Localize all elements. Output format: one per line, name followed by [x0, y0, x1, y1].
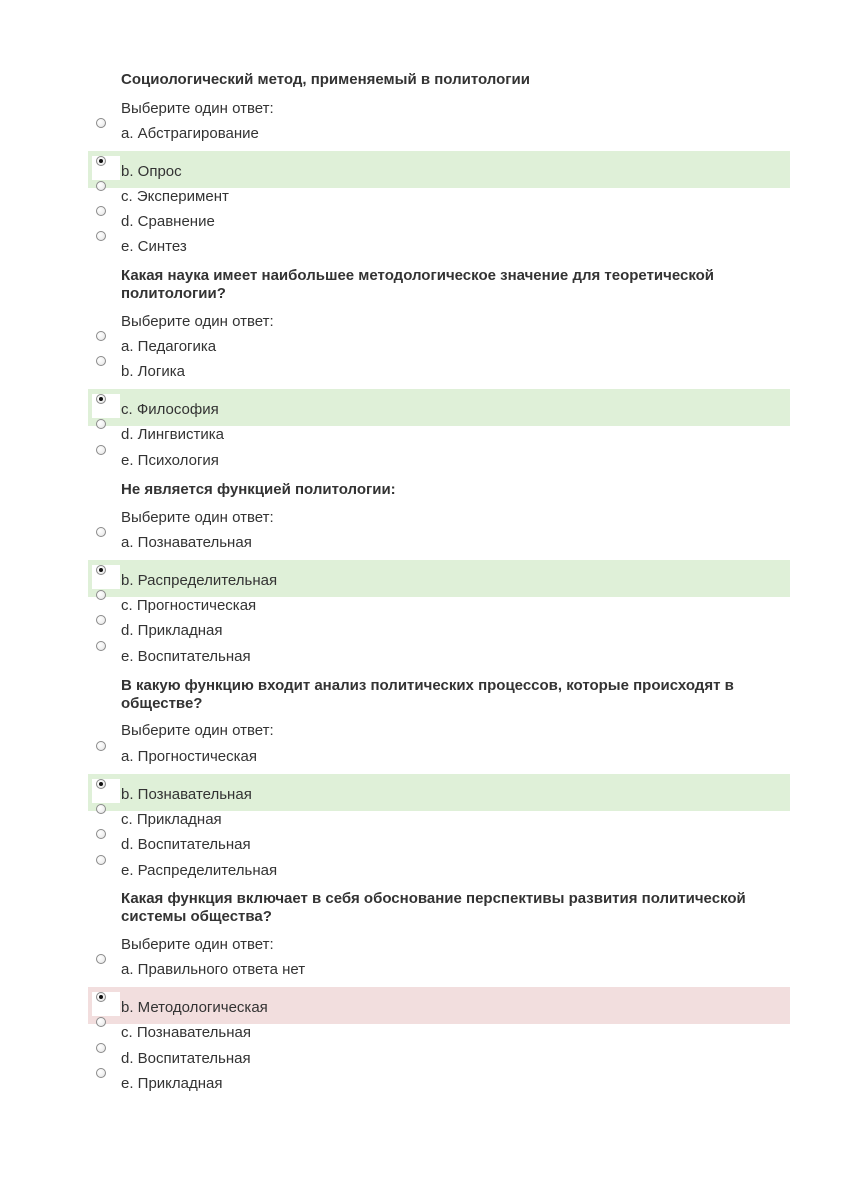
radio-button[interactable] [96, 331, 106, 341]
radio-button[interactable] [96, 1043, 106, 1053]
option-label: b. Методологическая [121, 999, 268, 1016]
radio-button[interactable] [96, 615, 106, 625]
answer-option[interactable] [0, 836, 849, 862]
question-title: Социологический метод, применяемый в политологии [121, 71, 530, 88]
option-label: e. Психология [121, 452, 219, 469]
radio-button-checked[interactable] [96, 565, 106, 575]
radio-button[interactable] [96, 741, 106, 751]
option-label: c. Познавательная [121, 1024, 251, 1041]
radio-button[interactable] [96, 419, 106, 429]
answer-option[interactable] [0, 961, 849, 987]
answer-option[interactable] [0, 426, 849, 452]
correct-highlight [88, 151, 790, 188]
question-title: Не является функцией политологии: [121, 481, 396, 498]
option-label: c. Прикладная [121, 811, 222, 828]
answer-option[interactable] [0, 1050, 849, 1076]
answer-option-selected[interactable] [0, 572, 849, 598]
radio-button[interactable] [96, 527, 106, 537]
answer-option[interactable] [0, 862, 849, 888]
option-label: d. Сравнение [121, 213, 215, 230]
radio-button-checked[interactable] [96, 394, 106, 404]
radio-button[interactable] [96, 590, 106, 600]
option-label: b. Логика [121, 363, 185, 380]
answer-option[interactable] [0, 238, 849, 264]
radio-button[interactable] [96, 855, 106, 865]
option-label: b. Познавательная [121, 786, 252, 803]
option-label: e. Воспитательная [121, 648, 251, 665]
radio-button[interactable] [96, 954, 106, 964]
question-title: Какая функция включает в себя обоснование перспективы развития политической системы общества? [121, 890, 746, 925]
option-label: a. Прогностическая [121, 748, 258, 765]
answer-option[interactable] [0, 188, 849, 214]
answer-option[interactable] [0, 1075, 849, 1101]
answer-option[interactable] [0, 125, 849, 151]
answer-option[interactable] [0, 213, 849, 239]
answer-prompt: Выберите один ответ: [121, 936, 274, 953]
answer-prompt: Выберите один ответ: [121, 722, 274, 739]
radio-button[interactable] [96, 641, 106, 651]
radio-button[interactable] [96, 356, 106, 366]
answer-prompt: Выберите один ответ: [121, 313, 274, 330]
question-title: В какую функцию входит анализ политических процессов, которые происходят в обществе? [121, 677, 734, 712]
option-label: e. Прикладная [121, 1075, 223, 1092]
option-label: a. Абстрагирование [121, 125, 259, 142]
option-label: b. Распределительная [121, 572, 278, 589]
answer-option-selected[interactable] [0, 401, 849, 427]
answer-option[interactable] [0, 1024, 849, 1050]
answer-option[interactable] [0, 648, 849, 674]
option-label: e. Синтез [121, 238, 187, 255]
radio-button[interactable] [96, 206, 106, 216]
radio-button[interactable] [96, 1017, 106, 1027]
option-label: b. Опрос [121, 163, 182, 180]
answer-option-selected[interactable] [0, 786, 849, 812]
option-label: a. Познавательная [121, 534, 252, 551]
radio-button-checked[interactable] [96, 779, 106, 789]
option-label: c. Эксперимент [121, 188, 229, 205]
option-label: a. Правильного ответа нет [121, 961, 306, 978]
answer-option[interactable] [0, 534, 849, 560]
radio-button[interactable] [96, 804, 106, 814]
answer-prompt: Выберите один ответ: [121, 100, 274, 117]
answer-option[interactable] [0, 811, 849, 837]
answer-option[interactable] [0, 748, 849, 774]
answer-option[interactable] [0, 622, 849, 648]
answer-option[interactable] [0, 363, 849, 389]
option-label: d. Воспитательная [121, 1050, 251, 1067]
radio-button[interactable] [96, 118, 106, 128]
option-label: d. Воспитательная [121, 836, 251, 853]
option-label: a. Педагогика [121, 338, 217, 355]
answer-option[interactable] [0, 338, 849, 364]
option-label: c. Философия [121, 401, 219, 418]
option-label: e. Распределительная [121, 862, 278, 879]
answer-option[interactable] [0, 452, 849, 478]
radio-button[interactable] [96, 1068, 106, 1078]
radio-button[interactable] [96, 231, 106, 241]
radio-button-checked[interactable] [96, 156, 106, 166]
radio-button[interactable] [96, 829, 106, 839]
radio-button[interactable] [96, 445, 106, 455]
option-label: d. Лингвистика [121, 426, 224, 443]
option-label: c. Прогностическая [121, 597, 257, 614]
question-title: Какая наука имеет наибольшее методологическое значение для теоретической политологии? [121, 267, 715, 302]
radio-button-checked[interactable] [96, 992, 106, 1002]
answer-option[interactable] [0, 597, 849, 623]
option-label: d. Прикладная [121, 622, 223, 639]
answer-option-selected[interactable] [0, 163, 849, 189]
answer-prompt: Выберите один ответ: [121, 509, 274, 526]
radio-button[interactable] [96, 181, 106, 191]
answer-option-selected[interactable] [0, 999, 849, 1025]
